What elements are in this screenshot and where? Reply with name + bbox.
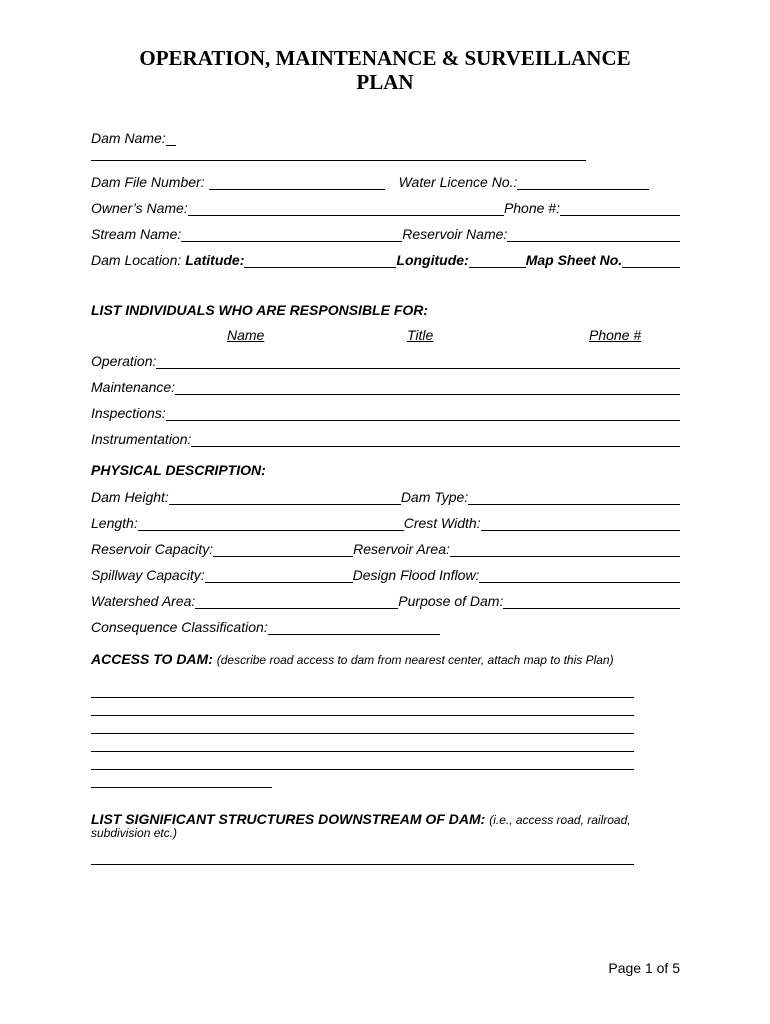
dam-file-number-label: Dam File Number: bbox=[91, 174, 205, 190]
page-number: Page 1 of 5 bbox=[608, 960, 680, 976]
spillway-capacity-label: Spillway Capacity: bbox=[91, 567, 205, 583]
dam-name-field-start[interactable] bbox=[166, 131, 176, 146]
phone-field[interactable] bbox=[560, 201, 680, 216]
instrumentation-field[interactable] bbox=[191, 432, 680, 447]
reservoir-capacity-label: Reservoir Capacity: bbox=[91, 541, 214, 557]
consequence-label: Consequence Classification: bbox=[91, 619, 268, 635]
purpose-field[interactable] bbox=[503, 594, 680, 609]
structures-note-b: subdivision etc.) bbox=[91, 826, 178, 840]
maintenance-label: Maintenance: bbox=[91, 379, 176, 395]
physical-heading: PHYSICAL DESCRIPTION: bbox=[91, 462, 266, 478]
reservoir-area-label: Reservoir Area: bbox=[353, 541, 450, 557]
col-name-header: Name bbox=[227, 327, 265, 343]
access-line-1[interactable] bbox=[91, 697, 634, 698]
stream-name-label: Stream Name: bbox=[91, 226, 182, 242]
access-heading: ACCESS TO DAM: bbox=[91, 651, 213, 667]
dam-type-field[interactable] bbox=[468, 490, 680, 505]
latitude-label: Latitude: bbox=[185, 252, 245, 268]
inspections-field[interactable] bbox=[166, 406, 680, 421]
reservoir-area-field[interactable] bbox=[450, 542, 680, 557]
owner-row bbox=[91, 198, 680, 216]
inspections-row bbox=[91, 403, 680, 421]
owners-name-label: Owner’s Name: bbox=[91, 200, 188, 216]
stream-row bbox=[91, 224, 680, 242]
dam-height-label: Dam Height: bbox=[91, 489, 169, 505]
watershed-area-field[interactable] bbox=[195, 594, 398, 609]
access-line-4[interactable] bbox=[91, 751, 634, 752]
access-line-2[interactable] bbox=[91, 715, 634, 716]
phone-label: Phone #: bbox=[503, 200, 560, 216]
operation-field[interactable] bbox=[156, 354, 680, 369]
design-flood-label: Design Flood Inflow: bbox=[352, 567, 480, 583]
dam-name-field[interactable] bbox=[91, 160, 586, 161]
operation-label: Operation: bbox=[91, 353, 157, 369]
latitude-field[interactable] bbox=[244, 253, 396, 268]
watershed-area-label: Watershed Area: bbox=[91, 593, 196, 609]
structures-note-a: (i.e., access road, railroad, bbox=[489, 813, 631, 827]
dam-height-row bbox=[91, 487, 680, 505]
access-heading-row bbox=[91, 651, 614, 667]
inspections-label: Inspections: bbox=[91, 405, 166, 421]
water-licence-label: Water Licence No.: bbox=[398, 174, 518, 190]
dam-file-number-field[interactable] bbox=[209, 175, 385, 190]
responsible-heading: LIST INDIVIDUALS WHO ARE RESPONSIBLE FOR: bbox=[91, 302, 429, 318]
instrumentation-row bbox=[91, 429, 680, 447]
spillway-capacity-field[interactable] bbox=[205, 568, 353, 583]
dam-name-label: Dam Name: bbox=[91, 130, 166, 146]
dam-name-row bbox=[91, 128, 176, 146]
spillway-row bbox=[91, 565, 680, 583]
structures-line-1[interactable] bbox=[91, 864, 634, 865]
watershed-row bbox=[91, 591, 680, 609]
maintenance-field[interactable] bbox=[175, 380, 680, 395]
owners-name-field[interactable] bbox=[188, 201, 504, 216]
stream-name-field[interactable] bbox=[181, 227, 402, 242]
access-line-5[interactable] bbox=[91, 769, 634, 770]
access-note: (describe road access to dam from nearest center, attach map to this Plan) bbox=[216, 653, 614, 667]
reservoir-name-field[interactable] bbox=[507, 227, 680, 242]
structures-heading-row bbox=[91, 811, 631, 827]
crest-width-field[interactable] bbox=[481, 516, 680, 531]
reservoir-capacity-row bbox=[91, 539, 680, 557]
maintenance-row bbox=[91, 377, 680, 395]
dam-location-label: Dam Location: bbox=[91, 252, 182, 268]
dam-file-row bbox=[91, 172, 680, 190]
structures-heading: LIST SIGNIFICANT STRUCTURES DOWNSTREAM OF DAM: bbox=[91, 811, 486, 827]
access-line-3[interactable] bbox=[91, 733, 634, 734]
instrumentation-label: Instrumentation: bbox=[91, 431, 192, 447]
length-field[interactable] bbox=[138, 516, 404, 531]
map-sheet-field[interactable] bbox=[622, 253, 680, 268]
water-licence-field[interactable] bbox=[517, 175, 649, 190]
length-label: Length: bbox=[91, 515, 138, 531]
purpose-label: Purpose of Dam: bbox=[398, 593, 504, 609]
design-flood-field[interactable] bbox=[479, 568, 680, 583]
dam-height-field[interactable] bbox=[169, 490, 401, 505]
longitude-label: Longitude: bbox=[396, 252, 469, 268]
reservoir-capacity-field[interactable] bbox=[213, 542, 353, 557]
crest-width-label: Crest Width: bbox=[403, 515, 481, 531]
consequence-field[interactable] bbox=[268, 620, 440, 635]
dam-location-row bbox=[91, 250, 680, 268]
map-sheet-label: Map Sheet No. bbox=[525, 252, 623, 268]
length-row bbox=[91, 513, 680, 531]
consequence-row bbox=[91, 617, 440, 635]
title-line-1: OPERATION, MAINTENANCE & SURVEILLANCE bbox=[139, 46, 631, 70]
form-title bbox=[0, 46, 770, 94]
reservoir-name-label: Reservoir Name: bbox=[402, 226, 508, 242]
col-phone-header: Phone # bbox=[589, 327, 642, 343]
access-line-6[interactable] bbox=[91, 787, 272, 788]
col-title-header: Title bbox=[407, 327, 434, 343]
dam-type-label: Dam Type: bbox=[400, 489, 469, 505]
operation-row bbox=[91, 351, 680, 369]
longitude-field[interactable] bbox=[469, 253, 526, 268]
title-line-2: PLAN bbox=[356, 70, 414, 94]
